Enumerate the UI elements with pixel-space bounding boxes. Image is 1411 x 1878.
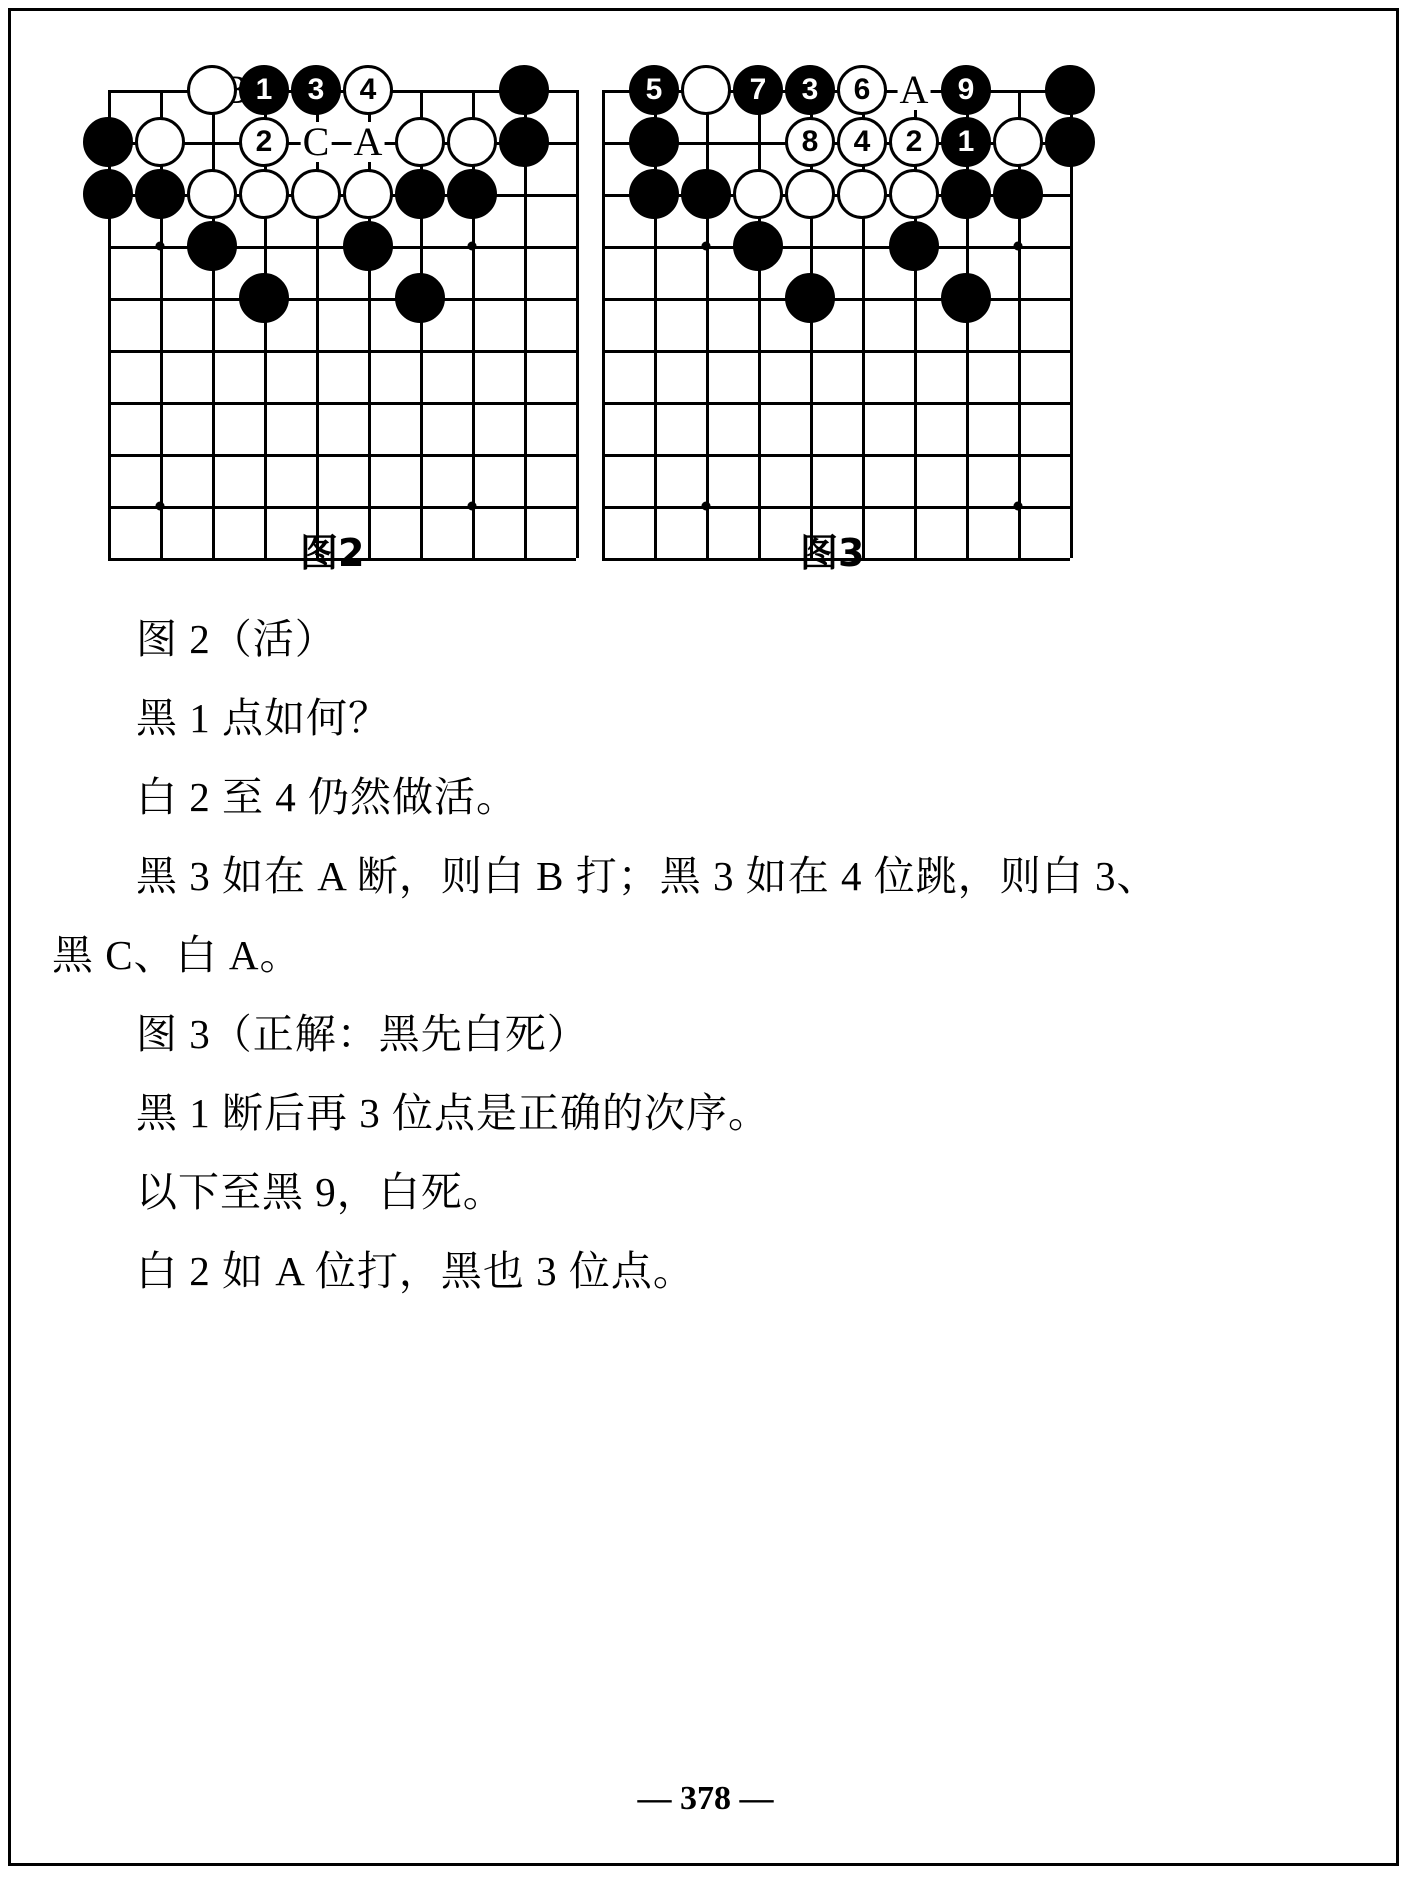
black-stone: 1: [239, 65, 289, 115]
figure-caption-3: 图3: [800, 531, 865, 575]
black-stone: [681, 169, 731, 219]
board-grid-line: [108, 298, 576, 301]
black-stone: [499, 117, 549, 167]
white-stone: 4: [343, 65, 393, 115]
white-stone: [135, 117, 185, 167]
white-stone: [187, 65, 237, 115]
paragraph: 黑 3 如在 A 断，则白 B 打；黑 3 如在 4 位跳，则白 3、: [136, 853, 1159, 899]
black-stone: 3: [785, 65, 835, 115]
white-stone: [187, 169, 237, 219]
black-stone: [941, 273, 991, 323]
black-stone: [889, 221, 939, 271]
paragraph: 白 2 如 A 位打，黑也 3 位点。: [136, 1248, 695, 1294]
paragraph: 图 3（正解：黑先白死）: [136, 1011, 589, 1057]
board-grid-line: [602, 298, 1070, 301]
black-stone: 3: [291, 65, 341, 115]
black-stone: [447, 169, 497, 219]
star-point: [702, 502, 711, 511]
white-stone: [837, 169, 887, 219]
board-grid-line: [576, 90, 579, 558]
go-diagram-fig3: [590, 52, 1060, 512]
board-grid-line: [108, 506, 576, 509]
go-board-fig2: [96, 52, 566, 512]
black-stone: 9: [941, 65, 991, 115]
star-point: [156, 242, 165, 251]
black-stone: [629, 169, 679, 219]
body-text: [52, 600, 1352, 1311]
black-stone: [629, 117, 679, 167]
white-stone: 8: [785, 117, 835, 167]
white-stone: 6: [837, 65, 887, 115]
board-grid-line: [602, 350, 1070, 353]
white-stone: [785, 169, 835, 219]
go-diagram-fig2: [96, 52, 566, 512]
black-stone: 5: [629, 65, 679, 115]
board-grid-line: [108, 402, 576, 405]
board-grid-line: [758, 90, 761, 558]
star-point: [1014, 242, 1023, 251]
board-grid-line: [602, 454, 1070, 457]
white-stone: [733, 169, 783, 219]
page-number: — 378 —: [637, 1780, 774, 1817]
black-stone: [395, 273, 445, 323]
paragraph: 黑 1 断后再 3 位点是正确的次序。: [136, 1090, 770, 1136]
black-stone: [941, 169, 991, 219]
board-grid-line: [212, 90, 215, 558]
black-stone: [1045, 117, 1095, 167]
star-point: [156, 502, 165, 511]
board-grid-line: [108, 246, 576, 249]
board-grid-line: [602, 506, 1070, 509]
figure-caption-2: 图2: [300, 531, 365, 575]
star-point: [468, 502, 477, 511]
board-grid-line: [602, 246, 1070, 249]
white-stone: 2: [889, 117, 939, 167]
black-stone: [499, 65, 549, 115]
black-stone: [135, 169, 185, 219]
star-point: [702, 242, 711, 251]
go-board-fig3: [590, 52, 1060, 512]
black-stone: [343, 221, 393, 271]
board-letter-marker: A: [899, 67, 929, 112]
black-stone: [993, 169, 1043, 219]
black-stone: [1045, 65, 1095, 115]
black-stone: [733, 221, 783, 271]
black-stone: [83, 169, 133, 219]
black-stone: [83, 117, 133, 167]
paragraph: 黑 C、白 A。: [52, 932, 302, 978]
black-stone: 7: [733, 65, 783, 115]
black-stone: [239, 273, 289, 323]
white-stone: [681, 65, 731, 115]
white-stone: [395, 117, 445, 167]
board-grid-line: [602, 402, 1070, 405]
star-point: [468, 242, 477, 251]
white-stone: [993, 117, 1043, 167]
star-point: [1014, 502, 1023, 511]
paragraph: 以下至黑 9，白死。: [136, 1169, 505, 1215]
white-stone: 2: [239, 117, 289, 167]
paragraph: 黑 1 点如何？: [136, 695, 390, 741]
white-stone: [447, 117, 497, 167]
white-stone: [343, 169, 393, 219]
board-grid-line: [108, 454, 576, 457]
board-letter-marker: A: [353, 119, 383, 164]
board-grid-line: [706, 90, 709, 558]
white-stone: [889, 169, 939, 219]
paragraph: 图 2（活）: [136, 616, 337, 662]
black-stone: [785, 273, 835, 323]
white-stone: [291, 169, 341, 219]
white-stone: [239, 169, 289, 219]
black-stone: [395, 169, 445, 219]
board-grid-line: [602, 90, 605, 558]
white-stone: 4: [837, 117, 887, 167]
black-stone: [187, 221, 237, 271]
paragraph: 白 2 至 4 仍然做活。: [136, 774, 518, 820]
board-letter-marker: C: [302, 119, 330, 164]
board-grid-line: [108, 350, 576, 353]
black-stone: 1: [941, 117, 991, 167]
